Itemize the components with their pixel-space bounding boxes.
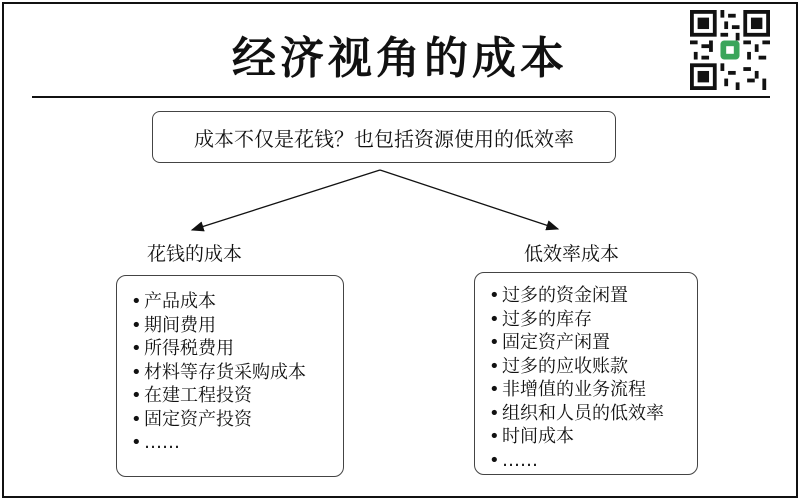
bullet-icon: • [131, 432, 142, 453]
list-item: • 期间费用 [131, 314, 216, 336]
spending-cost-box [116, 275, 344, 477]
bullet-icon: • [489, 379, 500, 400]
inefficiency-cost-list [489, 284, 664, 472]
list-item: • 组织和人员的低效率 [489, 402, 664, 424]
list-item: • 时间成本 [489, 426, 574, 447]
bullet-icon: • [489, 402, 500, 424]
list-item: • 过多的资金闲置 [489, 285, 628, 306]
branch-label-inefficiency: 低效率成本 [524, 243, 620, 265]
list-item: • 固定资产投资 [131, 408, 252, 430]
bullet-icon: • [131, 291, 142, 312]
inefficiency-cost-box [474, 272, 698, 475]
root-question-box [152, 111, 616, 163]
list-item: • 过多的库存 [489, 308, 592, 330]
bullet-icon: • [489, 332, 500, 353]
qr-code-icon [690, 10, 770, 90]
bullet-icon: • [489, 285, 500, 306]
bullet-icon: • [131, 338, 142, 359]
bullet-icon: • [489, 308, 500, 330]
list-item: • 非增值的业务流程 [489, 379, 646, 400]
bullet-icon: • [131, 408, 142, 430]
bullet-icon: • [489, 355, 500, 377]
bullet-icon: • [131, 314, 142, 336]
list-item: • 固定资产闲置 [489, 332, 610, 353]
page-title: 经济视角的成本 [232, 33, 568, 84]
spending-cost-list [131, 290, 306, 455]
root-question-text: 成本不仅是花钱？也包括资源使用的低效率 [194, 126, 574, 151]
list-item: • 在建工程投资 [131, 385, 252, 406]
bullet-icon: • [131, 385, 142, 406]
list-item: • 所得税费用 [131, 338, 234, 359]
bullet-icon: • [489, 449, 500, 471]
branch-label-spending: 花钱的成本 [147, 243, 243, 265]
list-item: • 材料等存货采购成本 [131, 361, 306, 383]
bullet-icon: • [489, 426, 500, 447]
title-divider [32, 96, 770, 98]
list-item: • 产品成本 [131, 291, 216, 312]
list-item: • 过多的应收账款 [489, 355, 628, 377]
bullet-icon: • [131, 361, 142, 383]
list-item: • …… [131, 432, 180, 453]
list-item: • …… [489, 449, 538, 471]
